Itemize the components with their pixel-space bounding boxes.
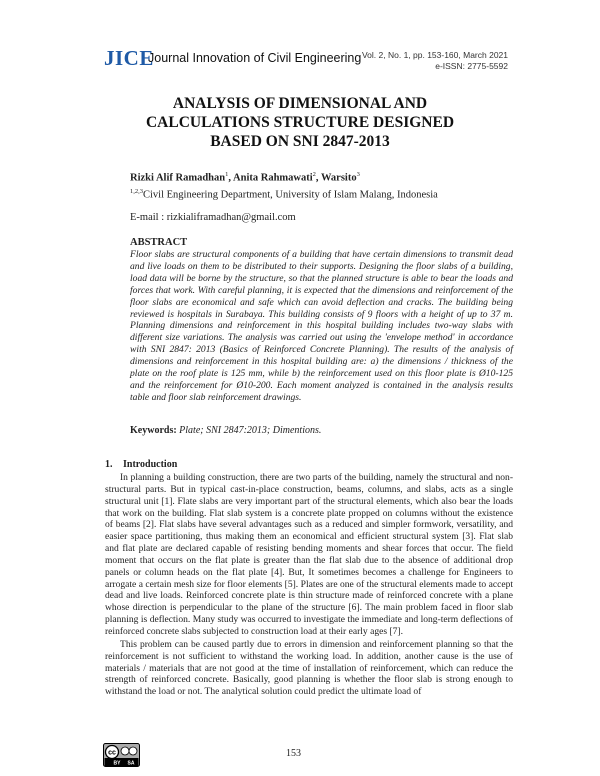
section-title: Introduction (123, 459, 178, 470)
author-sup: 2 (312, 171, 316, 178)
journal-logo-acronym: JICE (104, 46, 154, 70)
author-name: Warsito (320, 172, 357, 184)
cc-sa-label: SA (127, 760, 135, 767)
journal-name: Journal Innovation of Civil Engineering (148, 51, 362, 65)
author-list: Rizki Alif Ramadhan$^1$, Anita Rahmawati$^2$, Warsito$^3$ (130, 171, 360, 184)
author-email: E-mail : rizkialiframadhan@gmail.com (130, 212, 296, 223)
cc-by-label: BY (113, 760, 121, 767)
keywords-label: Keywords: (130, 425, 177, 436)
abstract-heading: ABSTRACT (130, 237, 188, 248)
section-number: 1. (105, 459, 113, 470)
paper-title (100, 94, 500, 151)
affiliation (130, 188, 438, 201)
paragraph: In planning a building construction, there are two parts of the building, namely the structural and non-structural parts. But in typical cast-in-place construction, beams, columns, and slabs, acts as a single structural unit [1]. Flate slabs are very important part of the structural elements, which also bear the loads that work on the building. Flat slab system is a concrete plate propped on columns without the existence of beams [2]. Flat slabs have several advantages such as a reduced and simpler formwork, versatility, and easier space partitioning, thus making them an economical and efficient structural system [3]. Flat slab and flat plate are declared capable of resisting bending moments and shear forces that occur. The field moment that occurs on the flat plate is greater than the flat slab due to the absence of additional drop panels or column heads on the flat plate [4]. But, It sometimes becomes a challenge for Engineers to arrogate a certain mesh size for floor elements [5]. Plates are one of the structural elements made to accept dead and live loads. Reinforced concrete plate is thin structure made of reinforced concrete with a plane whose direction is perpendicular to the plane of the structure [6]. The main problem faced in floor slab planning is deflection. Many study was occurred to investigate the immediate and long-term deflections of reinforced concrete slabs subjected to construction load at their early ages [7]. (105, 472, 513, 637)
author-sup: 3 (356, 171, 360, 178)
author-name: Anita Rahmawati (233, 172, 313, 184)
eissn: e-ISSN: 2775-5592 (435, 61, 508, 71)
cc-symbol: cc (108, 749, 116, 757)
paragraph: This problem can be caused partly due to errors in dimension and reinforcement planning so that the reinforcement is not sufficient to withstand the working load. In addition, another cause is the use of materials / materials that are not good at the time of installation of reinforcement, which can reduce the strength of reinforced concrete. Basically, good planning is whether the floor slab is strong enough to withstand the load or not. The analytical solution could predict the ultimate load of (105, 638, 513, 698)
author-sup: 1 (225, 171, 229, 178)
title-line: CALCULATIONS STRUCTURE DESIGNED (145, 114, 455, 131)
title-line: BASED ON SNI 2847-2013 (210, 133, 390, 150)
keywords (130, 425, 321, 436)
title-line: ANALYSIS OF DIMENSIONAL AND (172, 95, 428, 112)
abstract-text: Floor slabs are structural components of a building that have certain dimensions to transmit dead and live loads on them to be distributed to their supports. Designing the floor slabs of a building, load data will be borne by the structure, so that the planned structure is able to bear the loads and forces that work. With careful planning, it is expected that the dimensions and reinforcement of the floor slabs are economical and safe which can avoid deflection and cracks. The building being reviewed is hospitals in Surabaya. This building consists of 9 floors with a height of up to 37 m. Planning dimensions and reinforcement in this hospital building includes two-way slabs with different size variations. The analysis was carried out using the 'envelope method' in accordance with SNI 2847: 2013 (Basics of Reinforced Concrete Planning). The results of the analysis of dimensions and reinforcement in this hospital building are: a) the dimensions / thickness of the plate on the roof plate is 125 mm, while b) the reinforcement used on this floor plate is Ø10-125 and the reinforcement for Ø10-200. Each moment analyzed is contained in the analysis results table and floor slab reinforcement drawings. (130, 249, 513, 403)
journal-volume-info (362, 50, 508, 72)
section-heading (105, 459, 177, 470)
volume-info: Vol. 2, No. 1, pp. 153-160, March 2021 (361, 50, 508, 60)
section-body (105, 472, 513, 698)
affiliation-text: Civil Engineering Department, University of Islam Malang, Indonesia (143, 189, 438, 201)
page-number: 153 (286, 748, 301, 759)
affiliation-sup: 1,2,3 (130, 188, 143, 195)
keywords-value: Plate; SNI 2847:2013; Dimentions. (176, 425, 322, 436)
cc-license-icon (103, 743, 140, 767)
author-name: Rizki Alif Ramadhan (130, 172, 226, 184)
